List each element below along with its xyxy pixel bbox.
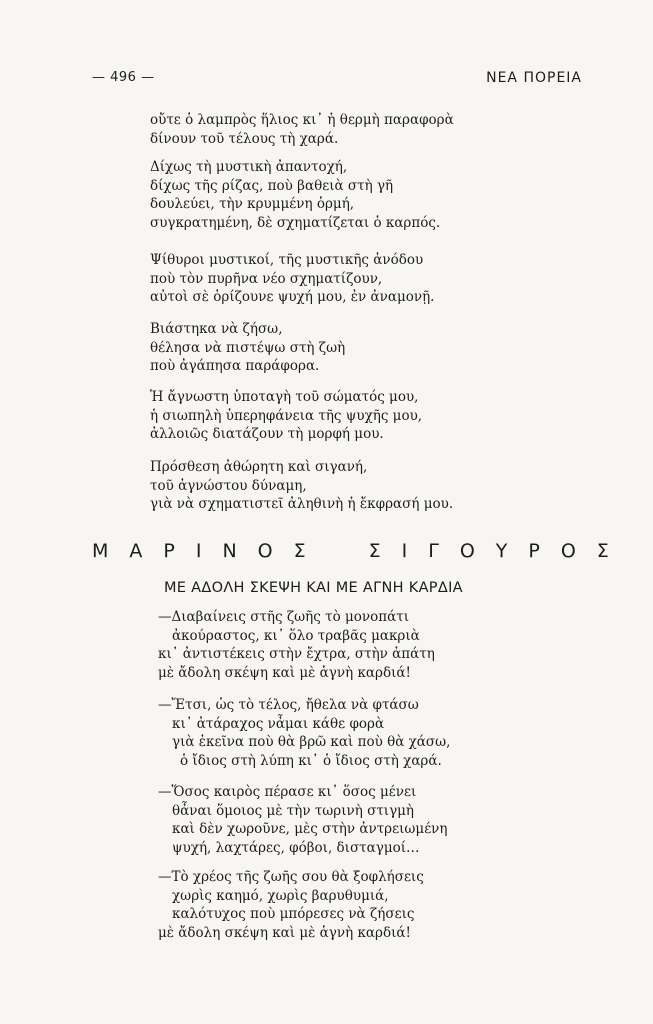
poem-line: δουλεύει, τὴν κρυμμένη ὁρμή, [150, 196, 355, 212]
journal-title: ΝΕΑ ΠΟΡΕΙΑ [486, 70, 582, 86]
poem-line: Βιάστηκα νὰ ζήσω, [150, 321, 283, 337]
poem-line: καὶ δὲν χωροῦνε, μὲς στὴν ἀντρειωμένη [172, 821, 448, 837]
author-first-name: ΜΑΡΙΝΟΣ [92, 540, 327, 562]
poem-line: —Τὸ χρέος τῆς ζωῆς σου θὰ ξοφλήσεις [158, 869, 424, 885]
poem-line: δίνουν τοῦ τέλους τὴ χαρά. [150, 130, 339, 147]
poem-line: χωρὶς καημό, χωρὶς βαρυθυμιά, [172, 887, 389, 904]
poem2-stanza-1 [158, 608, 435, 682]
poem-line: θἆναι ὅμοιος μὲ τὴν τωρινὴ στιγμὴ [172, 802, 415, 819]
poem-line: ἡ σιωπηλὴ ὑπερηφάνεια τῆς ψυχῆς μου, [150, 407, 423, 424]
poem-line: Δίχως τὴ μυστικὴ ἀπαντοχή, [150, 159, 348, 175]
poem-line: ποὺ τὸν πυρῆνα νέο σχηματίζουν, [150, 270, 383, 287]
poem-line: ὁ ἴδιος στὴ λύπη κι᾿ ὁ ἴδιος στὴ χαρά. [180, 752, 442, 769]
poem2-stanza-2 [158, 696, 450, 770]
poem-line: καλότυχος ποὺ μπόρεσες νὰ ζήσεις [172, 906, 415, 922]
poem-line: γιὰ ἐκεῖνα ποὺ θὰ βρῶ καὶ ποὺ θὰ χάσω, [172, 734, 451, 750]
poem-line: κι᾿ ἀτάραχος νἆμαι κάθε φορὰ [172, 715, 385, 732]
poem-line: οὔτε ὁ λαμπρὸς ἥλιος κι᾿ ἡ θερμὴ παραφορὰ [150, 112, 454, 128]
poem-line: ἀλλοιῶς διατάζουν τὴ μορφή μου. [150, 426, 384, 442]
poem2-title: ΜΕ ΑΔΟΛΗ ΣΚΕΨΗ ΚΑΙ ΜΕ ΑΓΝΗ ΚΑΡΔΙΑ [164, 580, 463, 596]
poem1-stanza-5 [150, 388, 422, 444]
poem1-stanza-6 [150, 458, 453, 514]
poem-line: —Διαβαίνεις στῆς ζωῆς τὸ μονοπάτι [158, 609, 409, 625]
poem-line: τοῦ ἀγνώστου δύναμη, [150, 477, 307, 494]
page-header [92, 70, 582, 92]
poem-line: δίχως τῆς ρίζας, ποὺ βαθειὰ στὴ γῆ [150, 177, 394, 194]
poem-line: θέλησα νὰ πιστέψω στὴ ζωὴ [150, 339, 346, 356]
poem-line: Ψίθυροι μυστικοί, τῆς μυστικῆς ἀνόδου [150, 252, 424, 268]
poem1-stanza-2 [150, 158, 440, 232]
poem-line: κι᾿ ἀντιστέκεις στὴν ἔχτρα, στὴν ἀπάτη [158, 646, 435, 662]
poem-line: συγκρατημένη, δὲ σχηματίζεται ὁ καρπός. [150, 214, 441, 231]
poem1-stanza-4 [150, 320, 345, 376]
poem-line: μὲ ἄδολη σκέψη καὶ μὲ ἁγνὴ καρδιά! [158, 664, 411, 681]
poem-line: γιὰ νὰ σχηματιστεῖ ἀληθινὴ ἡ ἔκφρασή μου. [150, 496, 454, 512]
poem1-stanza-3 [150, 251, 434, 307]
poem-line: Πρόσθεση ἀθώρητη καὶ σιγανή, [150, 459, 368, 475]
poem-line: μὲ ἄδολη σκέψη καὶ μὲ ἁγνὴ καρδιά! [158, 924, 411, 941]
page-number: — 496 — [92, 70, 155, 85]
poem-line: Ἡ ἄγνωστη ὑποταγὴ τοῦ σώματός μου, [150, 389, 419, 405]
poem-line: ἀκούραστος, κι᾿ ὅλο τραβᾶς μακριὰ [172, 627, 420, 644]
poem2-stanza-4 [158, 868, 424, 942]
author-name [92, 540, 630, 562]
poem-line: —Ἔτσι, ὡς τὸ τέλος, ἤθελα νὰ φτάσω [158, 697, 419, 713]
poem-line: ποὺ ἀγάπησα παράφορα. [150, 358, 320, 374]
poem1-stanza-1 [150, 111, 454, 148]
author-last-name: ΣΙΓΟΥΡΟΣ [368, 540, 630, 562]
poem-line: αὐτοὶ σὲ ὁρίζουνε ψυχή μου, ἐν ἀναμονῇ. [150, 289, 435, 305]
poem2-stanza-3 [158, 783, 447, 857]
poem-line: —Ὅσος καιρὸς πέρασε κι᾿ ὅσος μένει [158, 784, 417, 800]
poem-line: ψυχή, λαχτάρες, φόβοι, δισταγμοί… [172, 839, 420, 856]
